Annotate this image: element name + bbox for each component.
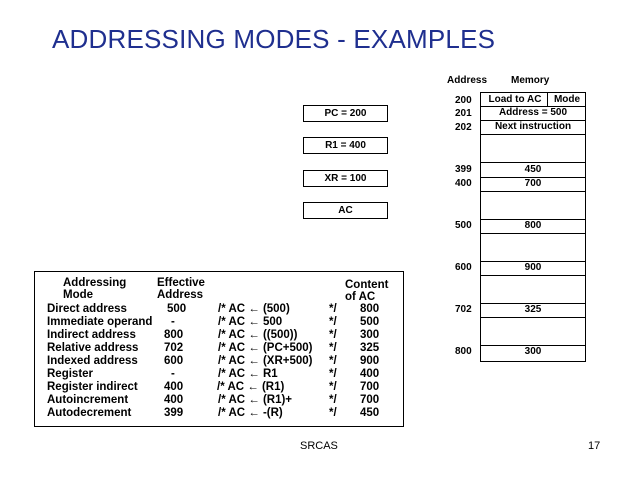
page-number: 17 (588, 440, 601, 452)
row-operation: /* AC ← (R1) (217, 381, 285, 393)
table-row (35, 329, 403, 342)
address-label: 500 (455, 220, 472, 231)
slide-title: ADDRESSING MODES - EXAMPLES (52, 24, 496, 54)
row-ac-content: 325 (360, 342, 380, 354)
row-operation: /* AC ← (500) (218, 303, 290, 315)
table-row (35, 394, 403, 407)
table-row (35, 303, 403, 316)
pc-register-box: PC = 200 (303, 105, 388, 122)
table-row (35, 407, 403, 420)
row-effective-address: 500 (167, 303, 187, 315)
row-mode: Direct address (47, 303, 127, 315)
footer-label: SRCAS (300, 440, 338, 452)
addressing-modes-table (34, 271, 404, 427)
memory-cell-600: 900 (524, 262, 542, 273)
row-mode: Register (47, 368, 94, 380)
memory-cell-399: 450 (524, 164, 542, 175)
row-comment-end: */ (329, 368, 337, 380)
row-effective-address: 400 (164, 394, 184, 406)
table-header-mode: Addressing (63, 277, 127, 289)
table-row (35, 316, 403, 329)
memory-column (480, 92, 586, 362)
row-mode: Indirect address (47, 329, 136, 341)
memory-cell-200-op: Load to AC (488, 94, 542, 105)
memory-cell-702: 325 (524, 304, 542, 315)
row-operation: /* AC ← (PC+500) (218, 342, 313, 354)
row-mode: Immediate operand (47, 316, 153, 328)
memory-cell-200-mode: Mode (553, 94, 581, 105)
address-label: 202 (455, 122, 472, 133)
memory-cell-400: 700 (524, 178, 542, 189)
address-header: Address (447, 75, 488, 86)
table-header-content: of AC (345, 291, 376, 303)
memory-cell-divider (481, 275, 585, 276)
row-operation: /* AC ← ((500)) (218, 329, 298, 341)
row-comment-end: */ (329, 329, 337, 341)
address-label: 800 (455, 346, 472, 357)
row-mode: Autoincrement (47, 394, 129, 406)
row-ac-content: 500 (360, 316, 380, 328)
memory-cell-divider (481, 233, 585, 234)
address-label: 399 (455, 164, 472, 175)
row-comment-end: */ (329, 407, 337, 419)
row-ac-content: 900 (360, 355, 380, 367)
row-comment-end: */ (329, 394, 337, 406)
row-effective-address: - (171, 368, 175, 380)
memory-cell-201: Address = 500 (498, 107, 568, 118)
row-comment-end: */ (329, 303, 337, 315)
row-comment-end: */ (329, 355, 337, 367)
memory-cell-divider (481, 134, 585, 135)
memory-header: Memory (511, 75, 550, 86)
row-mode: Relative address (47, 342, 139, 354)
memory-cell-500: 800 (524, 220, 542, 231)
row-effective-address: 800 (164, 329, 184, 341)
xr-register-box: XR = 100 (303, 170, 388, 187)
table-header-effective-address: Effective (157, 277, 205, 289)
memory-cell-divider (481, 317, 585, 318)
address-label: 200 (455, 95, 472, 106)
memory-cell-divider (481, 162, 585, 163)
ac-register-box: AC (303, 202, 388, 219)
row-operation: /* AC ← 500 (218, 316, 283, 328)
row-effective-address: - (171, 316, 175, 328)
memory-cell-202: Next instruction (494, 121, 572, 132)
memory-cell-800: 300 (524, 346, 542, 357)
row-comment-end: */ (329, 381, 337, 393)
row-effective-address: 702 (164, 342, 184, 354)
address-label: 600 (455, 262, 472, 273)
row-effective-address: 399 (164, 407, 184, 419)
row-comment-end: */ (329, 316, 337, 328)
row-effective-address: 400 (164, 381, 184, 393)
row-ac-content: 800 (360, 303, 380, 315)
address-label: 201 (455, 108, 472, 119)
table-row (35, 381, 403, 394)
row-mode: Indexed address (47, 355, 138, 367)
row-ac-content: 400 (360, 368, 380, 380)
row-operation: /* AC ← (R1)+ (218, 394, 293, 406)
table-row (35, 342, 403, 355)
row-ac-content: 300 (360, 329, 380, 341)
row-mode: Register indirect (47, 381, 138, 393)
address-label: 702 (455, 304, 472, 315)
table-header-content: Content (345, 279, 389, 291)
row-comment-end: */ (329, 342, 337, 354)
table-header-mode: Mode (63, 289, 94, 301)
r1-register-box: R1 = 400 (303, 137, 388, 154)
table-row (35, 355, 403, 368)
memory-cell-divider (481, 191, 585, 192)
row-ac-content: 700 (360, 394, 380, 406)
row-ac-content: 700 (360, 381, 380, 393)
row-ac-content: 450 (360, 407, 380, 419)
table-row (35, 368, 403, 381)
row-effective-address: 600 (164, 355, 184, 367)
row-operation: /* AC ← (XR+500) (218, 355, 313, 367)
table-header-effective-address: Address (157, 289, 204, 301)
address-label: 400 (455, 178, 472, 189)
row-operation: /* AC ← -(R) (218, 407, 283, 419)
row-mode: Autodecrement (47, 407, 132, 419)
row-operation: /* AC ← R1 (218, 368, 278, 380)
